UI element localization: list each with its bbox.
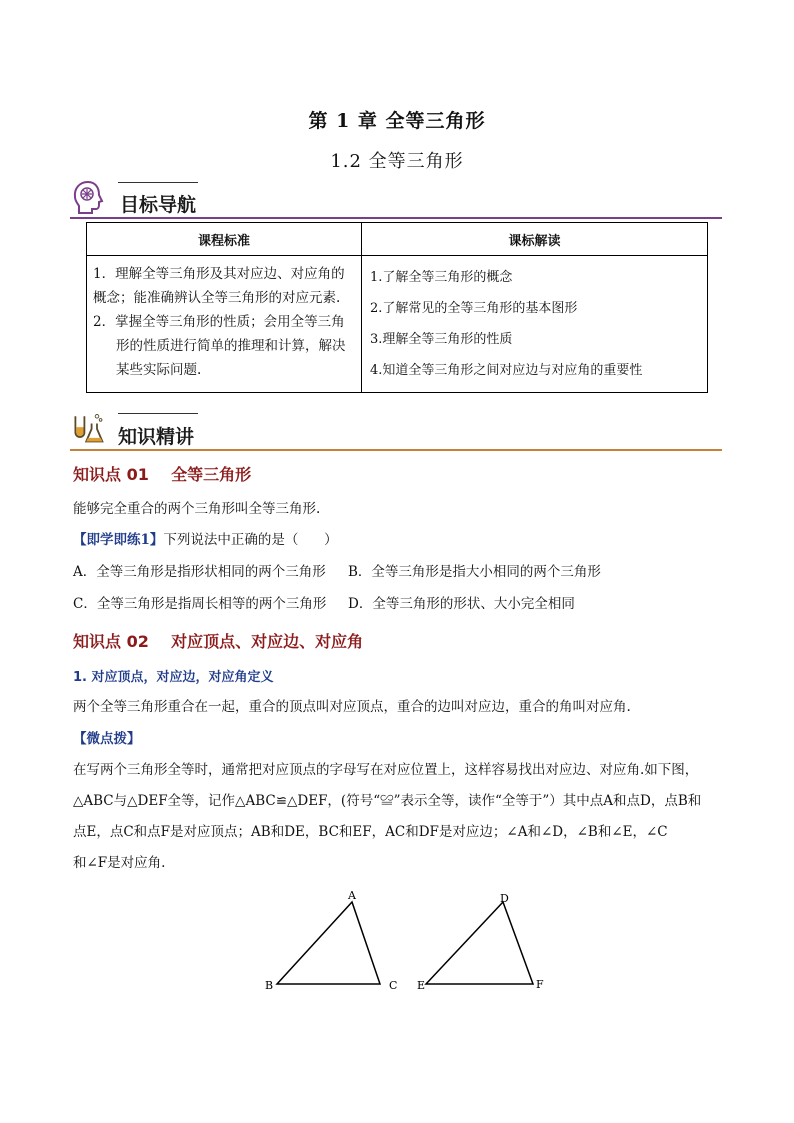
kp1-title: 知识点 01 全等三角形 xyxy=(73,465,252,484)
table-header-left: 课程标准 xyxy=(87,223,362,256)
head-brain-icon xyxy=(70,179,106,215)
knowledge-header: 知识精讲 xyxy=(118,426,195,448)
lab-flask-icon xyxy=(70,410,106,446)
interpretation-item: 4.知道全等三角形之间对应边与对应角的重要性 xyxy=(370,363,643,378)
kp1-option-a: A．全等三角形是指形状相同的两个三角形 xyxy=(73,564,326,580)
goal-header: 目标导航 xyxy=(120,194,197,216)
vertex-label-e: E xyxy=(417,979,426,992)
chapter-title: 第 1 章 全等三角形 xyxy=(308,110,486,132)
interpretation-item: 2.了解常见的全等三角形的基本图形 xyxy=(370,301,578,316)
knowledge-header-underline xyxy=(70,449,722,451)
triangles-figure xyxy=(255,885,555,1000)
vertex-label-a: A xyxy=(348,889,356,902)
table-cell-standards xyxy=(87,256,362,393)
tip-line-4: 和∠F是对应角. xyxy=(73,855,166,871)
tip-line-2: △ABC与△DEF全等，记作△ABC≌△DEF，(符号“≌”表示全等，读作“全等于”）其中点A和点D，点B和 xyxy=(73,793,702,809)
kp2-definition: 两个全等三角形重合在一起，重合的顶点叫对应顶点，重合的边叫对应边，重合的角叫对应角. xyxy=(73,699,631,715)
tip-line-1: 在写两个三角形全等时，通常把对应顶点的字母写在对应位置上，这样容易找出对应边、对应角.如下图， xyxy=(73,762,699,778)
kp1-option-c: C．全等三角形是指周长相等的两个三角形 xyxy=(73,596,327,612)
vertex-label-f: F xyxy=(536,978,544,991)
knowledge-top-line xyxy=(118,413,198,414)
vertex-label-c: C xyxy=(389,979,398,992)
section-title: 1.2 全等三角形 xyxy=(330,151,464,172)
tip-tag: 【微点拨】 xyxy=(73,731,141,747)
triangle-abc xyxy=(277,902,380,984)
triangle-def xyxy=(426,902,533,984)
interpretation-item: 1.了解全等三角形的概念 xyxy=(370,270,513,285)
header-top-line xyxy=(118,182,198,183)
vertex-label-b: B xyxy=(265,979,274,992)
kp1-option-b: B．全等三角形是指大小相同的两个三角形 xyxy=(348,564,601,580)
kp1-definition: 能够完全重合的两个三角形叫全等三角形. xyxy=(73,501,321,517)
standard-item-2: 2．掌握全等三角形的性质；会用全等三角 形的性质进行简单的推理和计算，解决某些实际问题. xyxy=(93,314,346,378)
tip-line-3: 点E，点C和点F是对应顶点；AB和DE，BC和EF，AC和DF是对应边；∠A和∠D，∠B和∠E，∠C xyxy=(73,824,668,840)
standards-table xyxy=(86,222,708,393)
kp1-exercise: 【即学即练1】下列说法中正确的是（ ） xyxy=(73,532,338,548)
table-cell-interpretation xyxy=(362,256,708,393)
kp2-title: 知识点 02 对应顶点、对应边、对应角 xyxy=(73,632,364,651)
kp1-option-d: D．全等三角形的形状、大小完全相同 xyxy=(348,596,575,612)
goal-header-underline xyxy=(70,217,722,219)
vertex-label-d: D xyxy=(500,892,509,905)
standard-item-1: 1．理解全等三角形及其对应边、对应角的 概念；能准确辨认全等三角形的对应元素. xyxy=(93,266,345,306)
interpretation-item: 3.理解全等三角形的性质 xyxy=(370,332,513,347)
exercise-tag: 【即学即练1】 xyxy=(73,532,164,548)
kp2-subheading: 1. 对应顶点，对应边，对应角定义 xyxy=(73,670,274,685)
table-header-right: 课标解读 xyxy=(362,223,708,256)
